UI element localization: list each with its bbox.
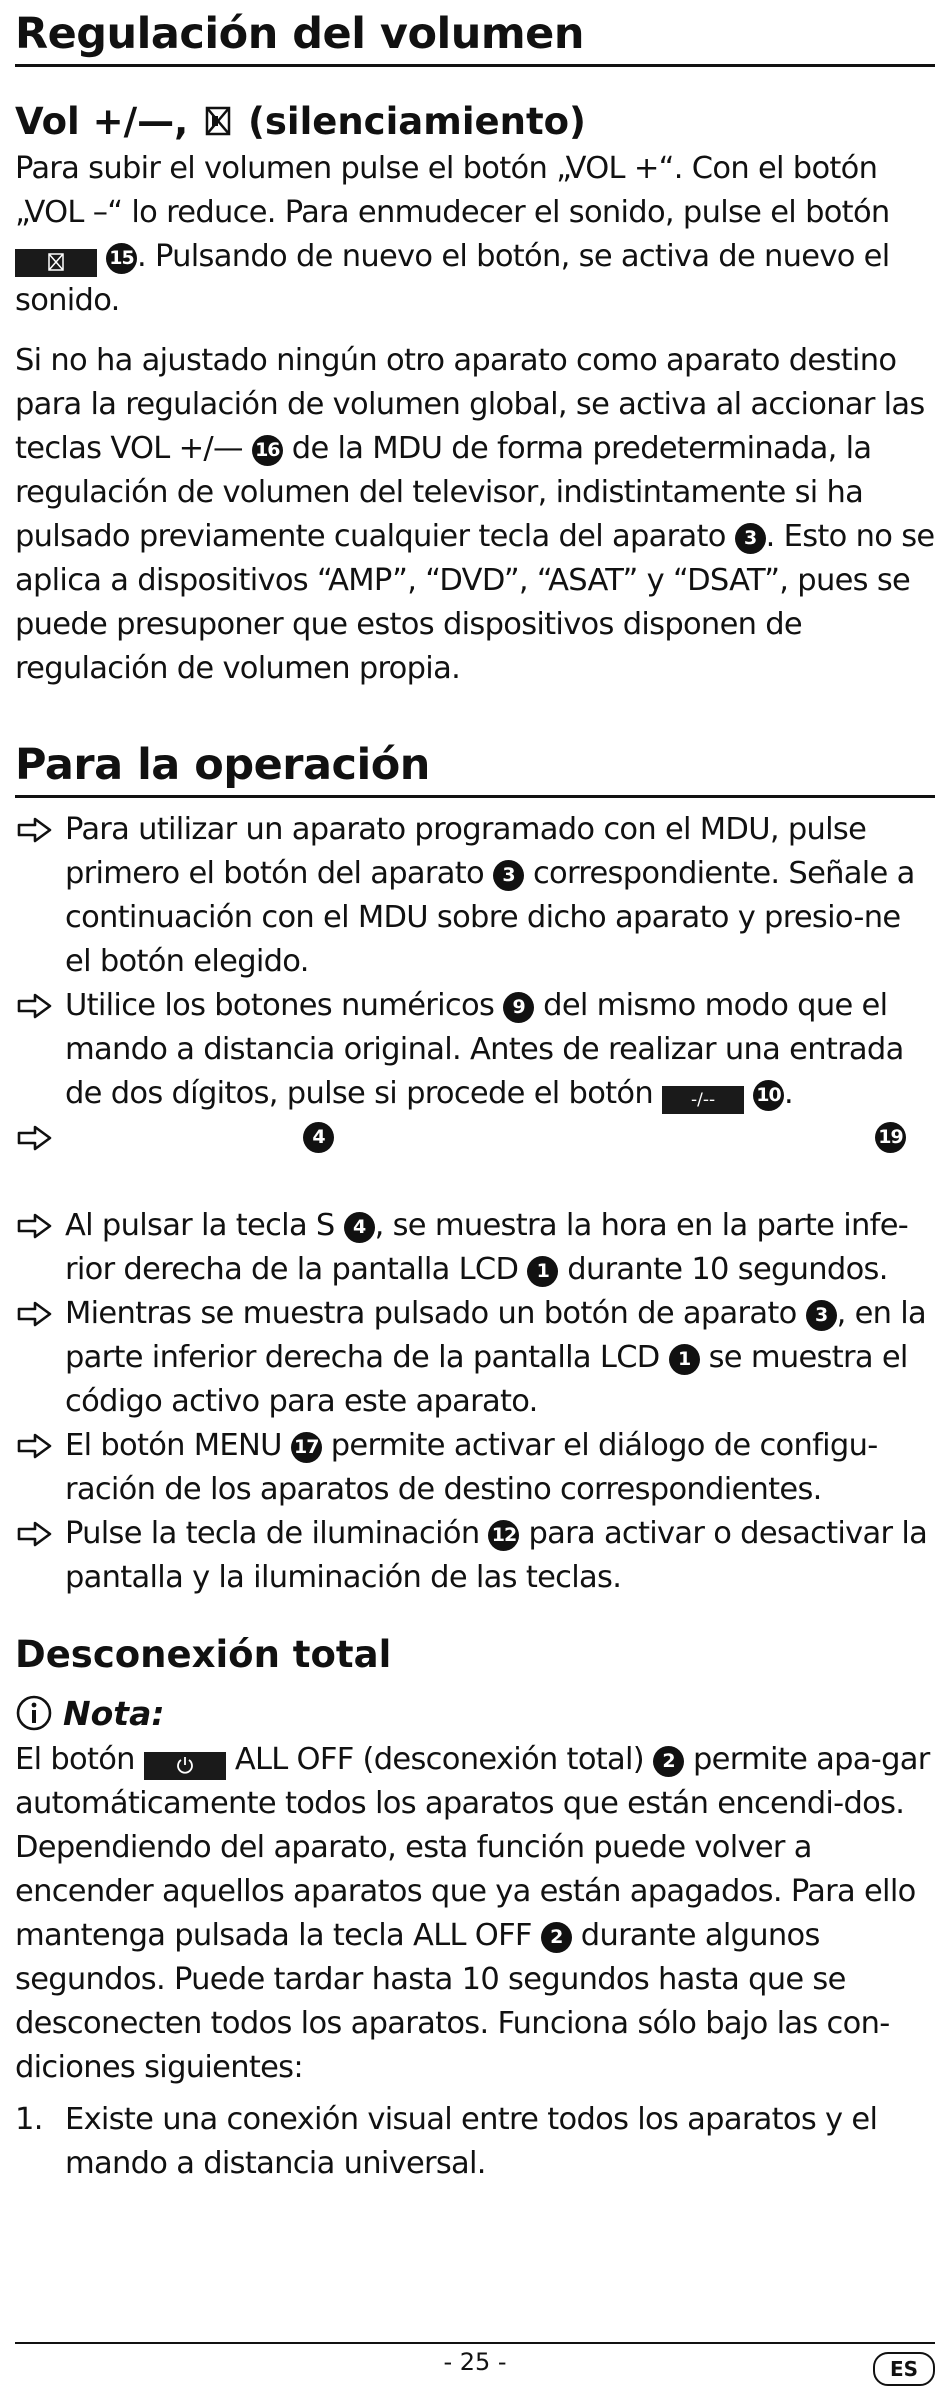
power-key [144,1752,226,1780]
ref-badge: 2 [541,1922,572,1953]
text: se muestra el código activo para este aparato. [65,1340,908,1419]
text: . Esto no se aplica a dispositivos “AMP”, “DVD”, “ASAT” y “DSAT”, pues se puede presuponer que estos dispositivos disponen de regulación de volumen propia. [15,519,935,686]
text: ALL OFF (desconexión total) [234,1742,644,1777]
subsection-title-vol-b: (silenciamiento) [247,100,586,143]
text: Mientras se muestra pulsado un botón de aparato [65,1296,797,1331]
list-item [15,1292,935,1424]
ref-badge: 17 [291,1432,322,1463]
text: Si no ha ajustado ningún otro aparato como aparato destino para la regulación de volumen global, se activa al accionar las teclas VOL +/— [15,343,925,466]
digit-key: -/-- [662,1086,744,1114]
paragraph-volume-1 [15,147,935,323]
ref-badge: 15 [106,243,137,274]
note-header [15,1688,935,1738]
text: Al pulsar la tecla S [65,1208,335,1243]
list-item [15,1512,935,1600]
text: Pulse la tecla de iluminación [65,1516,480,1551]
ref-badge: 3 [735,523,766,554]
subsection-title-all-off: Desconexión total [15,1633,392,1676]
list-item [15,984,935,1116]
ref-badge: 16 [252,435,283,466]
text: durante algunos segundos. Puede tardar hasta 10 segundos hasta que se desconecten todos los aparatos. Funciona sólo bajo las con-diciones siguientes: [15,1918,890,2085]
arrow-right-icon [17,1300,53,1328]
list-text: Existe una conexión visual entre todos los aparatos y el mando a distancia universal. [65,2102,878,2181]
paragraph-all-off [15,1738,935,2090]
text: permite activar el diálogo de configu-ración de los aparatos de destino correspondientes. [65,1428,878,1507]
section-title-operation: Para la operación [15,731,935,798]
arrow-right-icon [17,1124,53,1152]
text: permite apa-gar automáticamente todos los aparatos que están encendi-dos. Dependiendo del aparato, esta función puede volver a encender aquellos aparatos que ya están apagados. Para ello mantenga pulsada la tecla ALL OFF [15,1742,930,1953]
subsection-title-vol [15,97,935,147]
list-number: 1. [15,2102,43,2137]
ref-badge: 4 [344,1212,375,1243]
arrow-right-icon [17,992,53,1020]
list-item [15,1204,935,1292]
text: correspondiente. Señale a continuación con el MDU sobre dicho aparato y presio-ne el botón elegido. [65,856,915,979]
note-label: Nota: [63,1693,165,1733]
text: . Pulsando de nuevo el botón, se activa de nuevo el sonido. [15,239,890,318]
ref-badge: 1 [669,1344,700,1375]
ref-badge: 3 [493,860,524,891]
mute-key [15,249,97,277]
text: Para utilizar un aparato programado con el MDU, pulse primero el botón del aparato [65,812,867,891]
list-item [15,2098,935,2186]
ref-badge: 9 [503,992,534,1023]
ref-badge: 10 [753,1080,784,1111]
ref-badge: 3 [806,1300,837,1331]
text: , en la parte inferior derecha de la pantalla LCD [65,1296,927,1375]
ref-badge: 12 [488,1520,519,1551]
text: Utilice los botones numéricos [65,988,495,1023]
list-item [15,808,935,984]
power-icon [175,1755,195,1775]
text: para activar o desactivar la pantalla y la iluminación de las teclas. [65,1516,928,1595]
ref-badge: 19 [875,1122,906,1153]
language-badge: ES [873,2352,935,2386]
list-item [15,1424,935,1512]
page-number: - 25 - [443,2348,507,2376]
list-item-sparse [15,1116,935,1160]
blank-row [15,1160,935,1204]
ref-badge: 1 [527,1256,558,1287]
arrow-right-icon [17,1432,53,1460]
operation-list [15,808,935,1600]
paragraph-volume-2 [15,339,935,691]
text: El botón MENU [65,1428,282,1463]
arrow-right-icon [17,1212,53,1240]
ref-badge: 2 [653,1746,684,1777]
conditions-list [15,2098,935,2186]
text: del mismo modo que el mando a distancia original. Antes de realizar una entrada de dos dígitos, pulse si procede el botón [65,988,904,1111]
arrow-right-icon [17,1520,53,1548]
text: El botón [15,1742,135,1777]
text: durante 10 segundos. [567,1252,888,1287]
text: , se muestra la hora en la parte infe-rior derecha de la pantalla LCD [65,1208,909,1287]
arrow-right-icon [17,816,53,844]
text: . [784,1076,794,1111]
ref-badge: 4 [303,1122,334,1153]
text: de la MDU de forma predeterminada, la regulación de volumen del televisor, indistintamente si ha pulsado previamente cualquier tecla del aparato [15,431,872,554]
text: Para subir el volumen pulse el botón „VOL +“. Con el botón „VOL –“ lo reduce. Para enmudecer el sonido, pulse el botón [15,151,890,230]
page-footer [15,2342,935,2384]
section-title-volume: Regulación del volumen [15,0,935,67]
mute-icon [46,252,66,272]
subsection-title-vol-a: Vol +/—, [15,100,189,143]
info-icon [15,1694,53,1732]
mute-icon [201,104,235,138]
